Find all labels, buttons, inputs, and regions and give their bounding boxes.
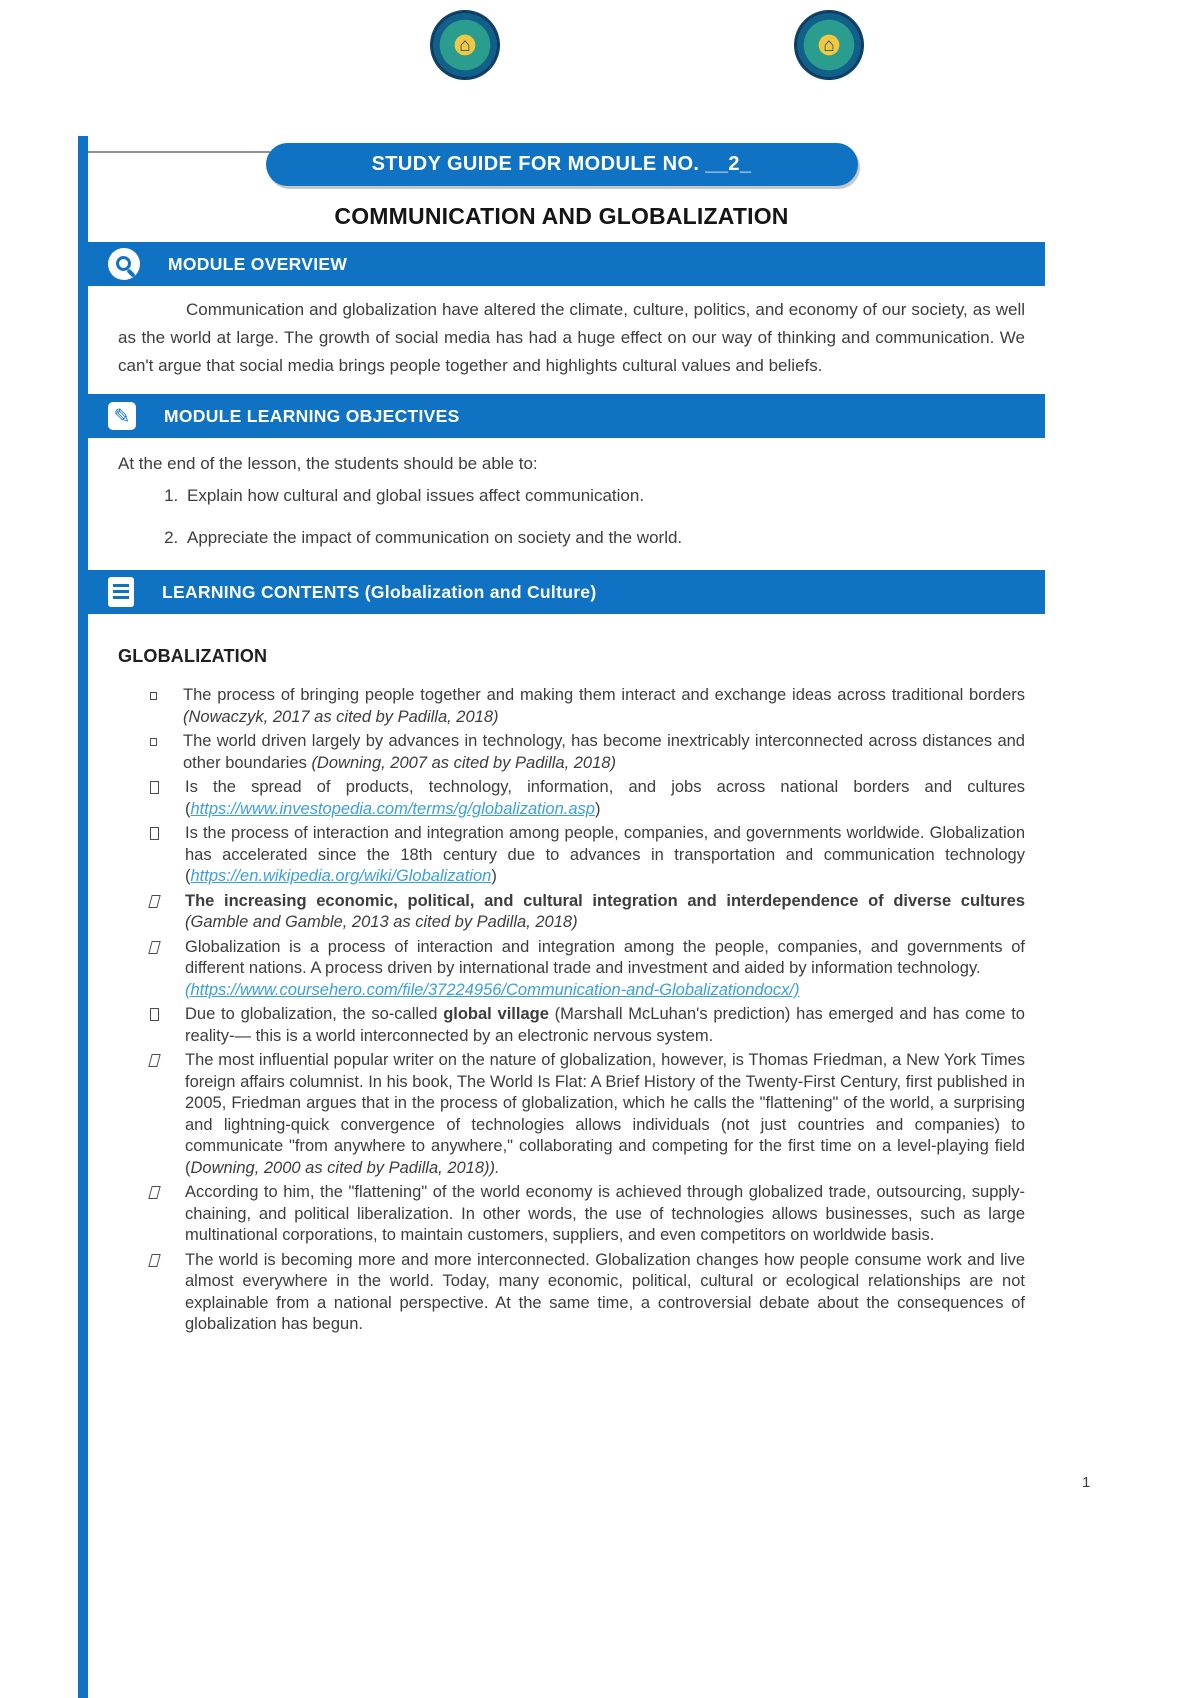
section-header-objectives xyxy=(78,394,1045,438)
bullet-text xyxy=(183,685,1025,728)
bullet-item xyxy=(150,1050,1025,1179)
page-number: 1 xyxy=(1082,1474,1091,1491)
section-heading-objectives: MODULE LEARNING OBJECTIVES xyxy=(164,405,460,426)
bullet-marker-icon xyxy=(150,692,157,700)
section-heading-overview: MODULE OVERVIEW xyxy=(168,253,348,274)
objective-item: 1. Explain how cultural and global issues affect communication. xyxy=(183,486,1045,506)
bullet-marker-icon xyxy=(150,738,157,746)
house-icon: ⌂ xyxy=(459,34,471,56)
pencil-icon: ✎ xyxy=(108,402,136,430)
study-guide-banner xyxy=(266,143,858,186)
bullet-text xyxy=(185,1182,1025,1247)
text-segment: Due to globalization, the so-called xyxy=(185,1005,444,1023)
bullet-text xyxy=(185,891,1025,934)
bullet-item xyxy=(150,1004,1025,1047)
bullet-marker-icon xyxy=(148,895,160,908)
objective-item: 2. Appreciate the impact of communication on society and the world. xyxy=(183,528,1045,548)
bullet-item xyxy=(150,685,1025,728)
bullet-marker-icon xyxy=(148,1054,160,1067)
bullet-marker-icon xyxy=(150,1008,159,1021)
objectives-intro: At the end of the lesson, the students should be able to: xyxy=(118,454,538,473)
text-segment: ) xyxy=(491,867,497,885)
document-content xyxy=(78,0,1045,1339)
bullet-marker-icon xyxy=(150,781,159,794)
document-title: COMMUNICATION AND GLOBALIZATION xyxy=(334,203,789,229)
text-segment: The world is becoming more and more interconnected. Globalization changes how people consume work and live almost everywhere in the world. Today, many economic, political, cultural or ecological relationships are not explainable from a national perspective. At the same time, a controversial debate about the consequences of globalization has begun. xyxy=(185,1250,1025,1333)
text-segment: The increasing economic, political, and cultural integration and interdependence of diverse cultures xyxy=(185,891,1025,910)
overview-paragraph: Communication and globalization have altered the climate, culture, politics, and economy of our society, as well as the world at large. The growth of social media has had a huge effect on our way of thinking and communication. We can't argue that social media brings people together and highlights cultural values and beliefs. xyxy=(118,300,1025,375)
bullet-marker-icon xyxy=(150,827,159,840)
section-header-overview xyxy=(78,242,1045,286)
bullet-item xyxy=(150,937,1025,1002)
bullet-marker-icon xyxy=(148,941,160,954)
house-icon: ⌂ xyxy=(823,34,835,56)
book-icon xyxy=(108,577,134,607)
text-segment: (Gamble and Gamble, 2013 as cited by Padilla, 2018) xyxy=(185,913,578,931)
text-segment: Is the spread of products, technology, information, and jobs across national borders and cultures ( xyxy=(185,778,1025,818)
bullet-text xyxy=(185,1050,1025,1179)
bullet-text xyxy=(185,777,1025,820)
text-segment: global village xyxy=(443,1005,549,1023)
bullet-item xyxy=(150,823,1025,888)
bullet-marker-icon xyxy=(148,1254,160,1267)
text-segment: ) xyxy=(594,799,601,818)
globalization-heading: GLOBALIZATION xyxy=(118,646,268,666)
bullet-text xyxy=(183,731,1025,774)
text-segment: The process of bringing people together and making them interact and exchange ideas across traditional borders xyxy=(183,686,1025,704)
text-segment: The most influential popular writer on the nature of globalization, however, is Thomas Friedman, a New York Times foreign affairs columnist. In his book, The World Is Flat: A Brief History of the Twenty-First Century, first published in 2005, Friedman argues that in the process of globalization, which he calls the "flattening" of the world, a surprising and lightning-quick convergence of technologies allows individuals (not just countries and companies) to communicate "from anywhere to anywhere," collaborating and competing for the first time on a level-playing field ( xyxy=(185,1051,1025,1177)
bullet-item xyxy=(150,777,1025,820)
bullet-item xyxy=(150,891,1025,934)
bullet-item xyxy=(150,1182,1025,1247)
text-segment: Globalization is a process of interaction and integration among the people, companies, and governments of different nations. A process driven by international trade and investment and aided by information technology. xyxy=(185,937,1025,977)
hyperlink[interactable]: (https://www.coursehero.com/file/37224956/Communication-and-Globalizationdocx/) xyxy=(185,980,800,999)
bullet-text xyxy=(185,823,1025,888)
bullet-text xyxy=(185,1250,1025,1336)
bullet-text xyxy=(185,937,1025,1002)
text-segment: According to him, the "flattening" of the world economy is achieved through globalized trade, outsourcing, supply-chaining, and political liberalization. In other words, the use of technologies allows businesses, such as large multinational corporations, to maintain customers, suppliers, and even competitors on worldwide basis. xyxy=(185,1183,1025,1244)
magnifier-icon xyxy=(108,248,140,280)
bullet-marker-icon xyxy=(148,1186,160,1199)
text-segment: (Downing, 2007 as cited by Padilla, 2018) xyxy=(311,753,616,772)
banner-row xyxy=(78,143,1045,187)
text-segment: Is the process of interaction and integration among people, companies, and governments worldwide. Globalization has accelerated since the 18th century due to advances in transportation and communication technology ( xyxy=(185,824,1025,885)
objectives-list xyxy=(78,486,1045,548)
text-segment: Downing, 2000 as cited by Padilla, 2018)). xyxy=(190,1158,500,1177)
text-segment: The world driven largely by advances in technology, has become inextricably interconnected across distances and other boundaries xyxy=(183,732,1025,772)
hyperlink[interactable]: https://www.investopedia.com/terms/g/globalization.asp xyxy=(190,799,595,818)
text-segment: (Nowaczyk, 2017 as cited by Padilla, 2018) xyxy=(183,707,499,726)
bullet-item xyxy=(150,731,1025,774)
bullet-text xyxy=(185,1004,1025,1047)
section-heading-learning-contents: LEARNING CONTENTS (Globalization and Culture) xyxy=(162,581,597,602)
banner-text: STUDY GUIDE FOR MODULE NO. __2_ xyxy=(371,153,752,175)
text-segment: (Marshall McLuhan's prediction) has emerged and has come to reality-— this is a world interconnected by an electronic nervous system. xyxy=(185,1005,1025,1045)
section-header-learning-contents xyxy=(78,570,1045,614)
bullet-item xyxy=(150,1250,1025,1336)
hyperlink[interactable]: https://en.wikipedia.org/wiki/Globalization xyxy=(190,867,492,885)
globalization-bullet-list xyxy=(150,685,1025,1336)
